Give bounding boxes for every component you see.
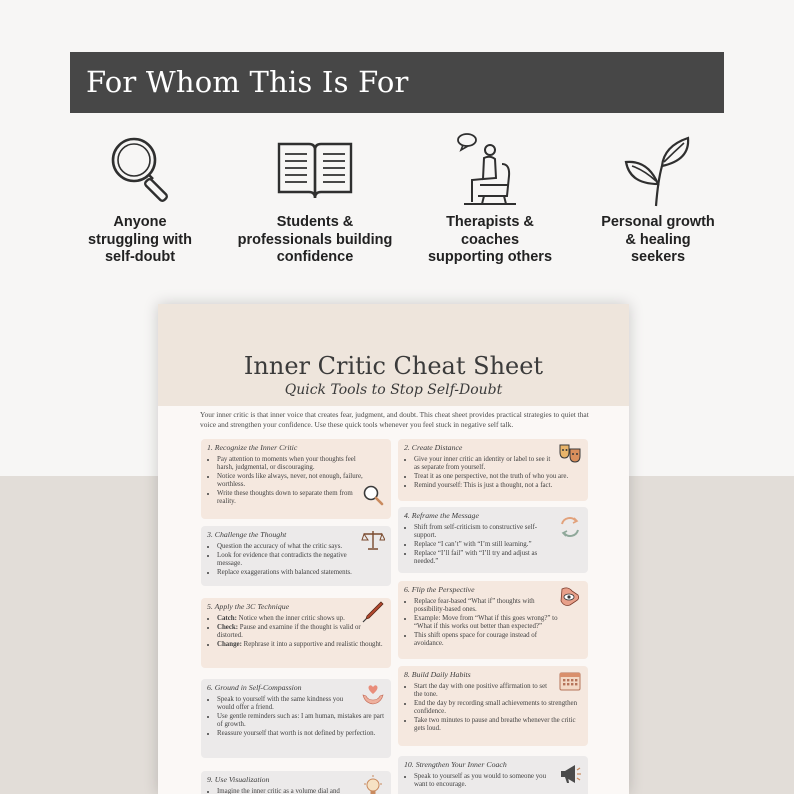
card-self-compassion bbox=[201, 679, 391, 758]
list-item: • Replace “I can’t” with “I’m still learning.” bbox=[414, 541, 550, 549]
list-item: • Example: Move from “What if this goes wrong?” to “What if this works out better than expected?” bbox=[414, 615, 564, 632]
list-item: • Speak to yourself as you would to someone you want to encourage. bbox=[414, 773, 554, 790]
list-item: • Imagine the inner critic as a volume dial and bbox=[217, 788, 385, 794]
card-reframe-message bbox=[398, 507, 588, 573]
card-title: 1. Recognize the Inner Critic bbox=[207, 443, 298, 452]
header-banner bbox=[70, 52, 724, 113]
list-item: • Shift from self-criticism to constructive self-support. bbox=[414, 524, 550, 541]
open-book-icon bbox=[275, 130, 355, 210]
list-item: • Change: Rephrase it into a supportive and realistic thought. bbox=[217, 641, 385, 649]
audience-label: Therapists & coaches supporting others bbox=[427, 214, 553, 265]
sprout-leaves-icon bbox=[618, 130, 698, 210]
magnifier-icon bbox=[361, 483, 385, 507]
cheat-sheet-document bbox=[158, 304, 629, 794]
list-item: • Question the accuracy of what the critic says. bbox=[217, 543, 385, 551]
sheet-intro: Your inner critic is that inner voice that creates fear, judgment, and doubt. This cheat sheet provides practical strategies to quiet that voice and strengthen your confidence. Use these quick tools whenever you feel stuck in negative self talk. bbox=[200, 410, 589, 429]
list-item: • Pay attention to moments when your thoughts feel harsh, judgmental, or discouraging. bbox=[217, 456, 365, 473]
list-item: • Start the day with one positive affirmation to set the tone. bbox=[414, 683, 554, 700]
list-item: • Catch: Notice when the inner critic shows up. bbox=[217, 615, 385, 623]
therapist-chair-icon bbox=[450, 130, 530, 210]
list-item: • Check: Pause and examine if the thought is valid or distorted. bbox=[217, 624, 385, 641]
list-item: • End the day by recording small achievements to strengthen confidence. bbox=[414, 700, 584, 717]
list-item: • Reassure yourself that worth is not defined by perfection. bbox=[217, 730, 389, 738]
list-item: • Notice words like always, never, not enough, failure, worthless. bbox=[217, 473, 365, 490]
magnifying-glass-icon bbox=[100, 130, 180, 210]
balance-scale-icon bbox=[361, 528, 385, 552]
card-inner-coach bbox=[398, 756, 588, 794]
lightbulb-icon bbox=[361, 774, 385, 794]
card-title: 6. Flip the Perspective bbox=[404, 585, 475, 594]
list-item: • Give your inner critic an identity or label to see it as separate from yourself. bbox=[414, 456, 554, 473]
card-create-distance bbox=[398, 439, 588, 501]
card-recognize-inner-critic bbox=[201, 439, 391, 519]
heart-hands-icon bbox=[361, 683, 385, 707]
card-title: 2. Create Distance bbox=[404, 443, 463, 452]
cycle-arrows-icon bbox=[558, 515, 582, 539]
card-3c-technique bbox=[201, 598, 391, 668]
audience-item-students bbox=[230, 130, 400, 267]
list-item: • Replace “I’ll fail” with “I’ll try and adjust as needed.” bbox=[414, 550, 550, 567]
card-title: 10. Strengthen Your Inner Coach bbox=[404, 760, 507, 769]
card-title: 5. Apply the 3C Technique bbox=[207, 602, 290, 611]
audience-label: Students & professionals building confidence bbox=[237, 214, 393, 265]
audience-item-growth bbox=[573, 130, 743, 267]
hand-eye-icon bbox=[558, 585, 582, 609]
list-item: • Treat it as one perspective, not the truth of who you are. bbox=[414, 473, 582, 481]
card-title: 8. Build Daily Habits bbox=[404, 670, 471, 679]
list-item: • Take two minutes to pause and breathe whenever the critic gets loud. bbox=[414, 717, 584, 734]
card-title: 9. Use Visualization bbox=[207, 775, 270, 784]
card-challenge-thought bbox=[201, 526, 391, 586]
calendar-icon bbox=[558, 669, 582, 693]
audience-label: Personal growth & healing seekers bbox=[601, 214, 715, 265]
banner-title: For Whom This Is For bbox=[86, 65, 409, 99]
list-item: • Speak to yourself with the same kindness you would offer a friend. bbox=[217, 696, 357, 713]
list-item: • Replace fear-based “What if” thoughts with possibility-based ones. bbox=[414, 598, 554, 615]
card-visualization bbox=[201, 771, 391, 794]
list-item: • Use gentle reminders such as: I am human, mistakes are part of growth. bbox=[217, 713, 389, 730]
audience-item-self-doubt bbox=[55, 130, 225, 267]
list-item: • Remind yourself: This is just a thought, not a fact. bbox=[414, 482, 582, 490]
list-item: • This shift opens space for courage instead of avoidance. bbox=[414, 632, 564, 649]
pencil-icon bbox=[361, 600, 385, 624]
card-daily-habits bbox=[398, 666, 588, 746]
megaphone-icon bbox=[558, 762, 582, 786]
audience-label: Anyone struggling with self-doubt bbox=[88, 214, 192, 265]
card-title: 6. Ground in Self-Compassion bbox=[207, 683, 302, 692]
audience-item-therapists bbox=[405, 130, 575, 267]
list-item: • Look for evidence that contradicts the negative message. bbox=[217, 552, 357, 569]
card-title: 4. Reframe the Message bbox=[404, 511, 479, 520]
sheet-subtitle: Quick Tools to Stop Self-Doubt bbox=[284, 382, 503, 398]
card-title: 3. Challenge the Thought bbox=[207, 530, 287, 539]
card-flip-perspective bbox=[398, 581, 588, 659]
theater-masks-icon bbox=[558, 442, 582, 466]
sheet-title: Inner Critic Cheat Sheet bbox=[243, 352, 544, 380]
list-item: • Write these thoughts down to separate them from reality. bbox=[217, 490, 365, 507]
list-item: • Replace exaggerations with balanced statements. bbox=[217, 569, 385, 577]
